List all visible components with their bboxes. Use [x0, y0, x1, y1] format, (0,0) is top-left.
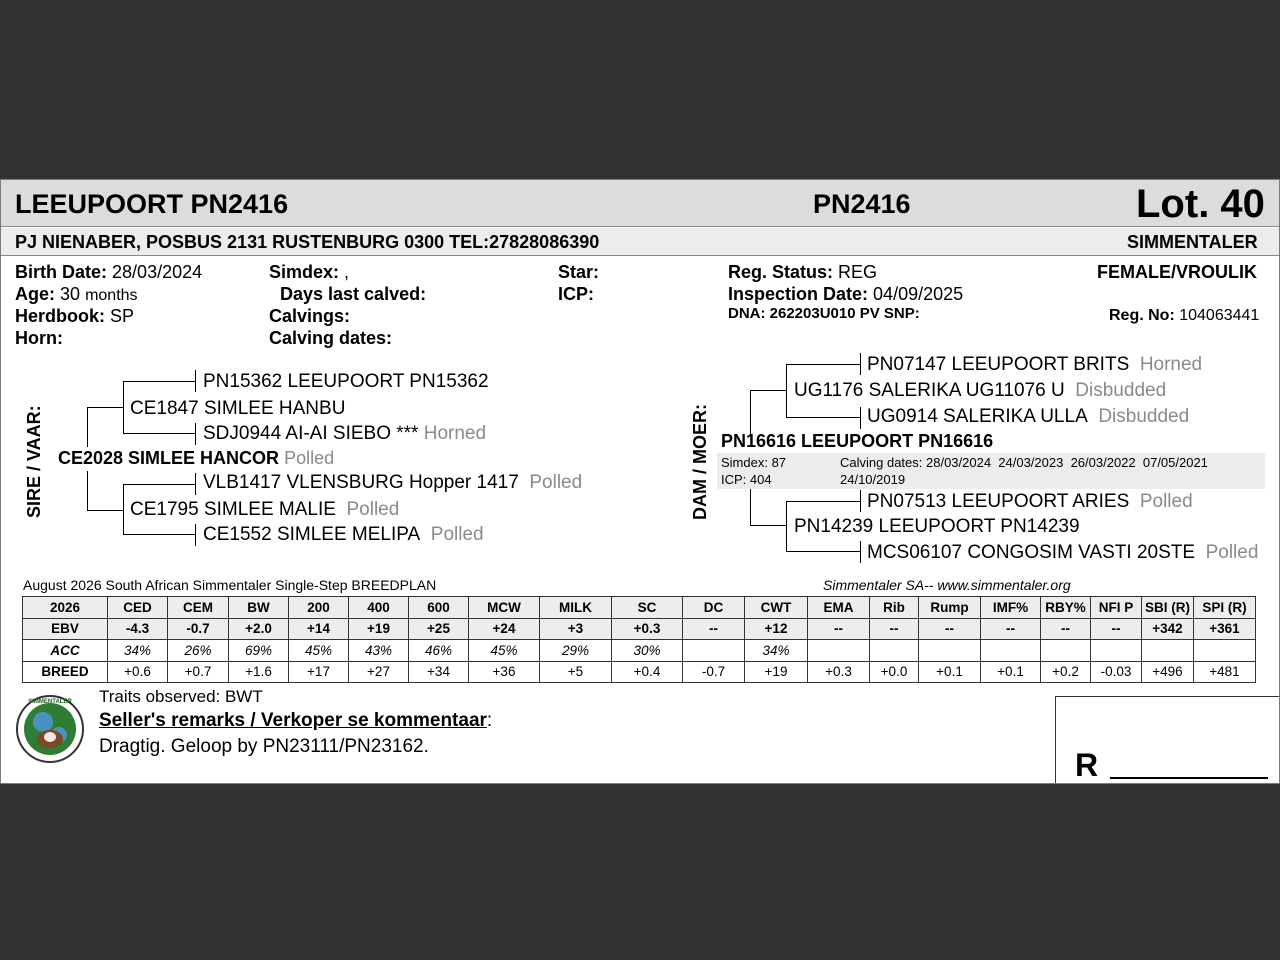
- breedplan-cell: [981, 640, 1041, 662]
- breedplan-cell: 45%: [469, 640, 540, 662]
- dam-simdex: Simdex: 87: [721, 455, 787, 470]
- herdbook: Herdbook: SP: [15, 306, 135, 326]
- inspection-date: Inspection Date: 04/09/2025: [728, 284, 964, 304]
- sex: FEMALE/VROULIK: [1097, 262, 1257, 282]
- breedplan-cell: 600: [409, 597, 469, 619]
- breedplan-cell: SPI (R): [1194, 597, 1256, 619]
- breedplan-cell: +481: [1194, 661, 1256, 683]
- dna-info: DNA: 262203U010 PV SNP:: [728, 305, 920, 322]
- breedplan-cell: 43%: [349, 640, 409, 662]
- owner-info: PJ NIENABER, POSBUS 2131 RUSTENBURG 0300 TEL:27828086390: [15, 232, 600, 252]
- breedplan-cell: --: [981, 618, 1041, 640]
- breedplan-cell: Rump: [919, 597, 981, 619]
- breedplan-cell: MCW: [469, 597, 540, 619]
- breedplan-cell: 2026: [23, 597, 108, 619]
- star-label: Star:: [558, 262, 600, 282]
- breedplan-cell: +1.6: [229, 661, 289, 683]
- dam-line-upper: [750, 390, 786, 434]
- breedplan-cell: +17: [289, 661, 349, 683]
- breedplan-cell: RBY%: [1041, 597, 1091, 619]
- breedplan-cell: +0.2: [1041, 661, 1091, 683]
- price-box: [1055, 696, 1280, 784]
- reg-number: Reg. No: 104063441: [1109, 307, 1260, 324]
- breedplan-cell: DC: [683, 597, 745, 619]
- simmentaler-logo: [13, 691, 87, 763]
- breedplan-cell: --: [1091, 618, 1142, 640]
- breedplan-cell: +0.3: [612, 618, 683, 640]
- animal-name: LEEUPOORT PN2416: [15, 189, 289, 219]
- breedplan-cell: 34%: [745, 640, 808, 662]
- sellers-remarks-heading: Seller's remarks / Verkoper se kommentaar:: [99, 710, 493, 731]
- breedplan-cell: IMF%: [981, 597, 1041, 619]
- ssd-tick: [195, 423, 196, 445]
- breedplan-cell: --: [1041, 618, 1091, 640]
- lot-card: [0, 179, 1280, 784]
- breedplan-cell: 34%: [108, 640, 168, 662]
- title-bar: [1, 180, 1280, 227]
- breedplan-cell: +36: [469, 661, 540, 683]
- sire-sire-sire: PN15362 LEEUPOORT PN15362: [203, 371, 489, 392]
- calving-dates-label: Calving dates:: [269, 328, 393, 348]
- breedplan-cell: NFI P: [1091, 597, 1142, 619]
- breedplan-cell: +0.3: [808, 661, 870, 683]
- breedplan-cell: [808, 640, 870, 662]
- owner-bar: [1, 228, 1280, 256]
- breedplan-header-row: [23, 597, 1256, 619]
- dam-dam: PN14239 LEEUPOORT PN14239: [794, 516, 1080, 537]
- dam-side-label: DAM / MOER:: [690, 404, 710, 520]
- breedplan-cell: CEM: [168, 597, 229, 619]
- reg-status: Reg. Status: REG: [728, 262, 878, 282]
- breedplan-cell: +19: [349, 618, 409, 640]
- breedplan-cell: 46%: [409, 640, 469, 662]
- breedplan-cell: +0.1: [919, 661, 981, 683]
- sss-tick: [195, 370, 196, 392]
- breedplan-cell: -4.3: [108, 618, 168, 640]
- breedplan-cell: 26%: [168, 640, 229, 662]
- breedplan-cell: [1194, 640, 1256, 662]
- dam-dam-dam: MCS06107 CONGOSIM VASTI 20STE Polled: [867, 542, 1259, 563]
- animal-id: PN2416: [813, 189, 911, 219]
- breedplan-cell: +34: [409, 661, 469, 683]
- sire-dam-sire: VLB1417 VLENSBURG Hopper 1417 Polled: [203, 472, 583, 493]
- sire-sire-dam: SDJ0944 AI-AI SIEBO *** Horned: [203, 423, 487, 444]
- age: Age: 30 months: [15, 284, 138, 304]
- breedplan-table: [22, 596, 1256, 683]
- breedplan-cell: +24: [469, 618, 540, 640]
- sds-tick: [195, 473, 196, 495]
- icp-label: ICP:: [558, 284, 594, 304]
- calvings-label: Calvings:: [269, 306, 351, 326]
- breedplan-cell: -0.03: [1091, 661, 1142, 683]
- breedplan-cell: [683, 640, 745, 662]
- breedplan-cell: 200: [289, 597, 349, 619]
- dam-sire: UG1176 SALERIKA UG11076 U Disbudded: [794, 380, 1167, 401]
- dam-sire-sire: PN07147 LEEUPOORT BRITS Horned: [867, 354, 1203, 375]
- days-last-calved-label: Days last calved:: [280, 284, 427, 304]
- breedplan-cell: CWT: [745, 597, 808, 619]
- breedplan-cell: BREED: [23, 661, 108, 683]
- ddd-tick: [860, 541, 861, 563]
- breedplan-cell: ACC: [23, 640, 108, 662]
- sire: CE2028 SIMLEE HANCOR Polled: [58, 448, 335, 468]
- breedplan-cell: SC: [612, 597, 683, 619]
- breedplan-cell: 30%: [612, 640, 683, 662]
- breedplan-cell: SBI (R): [1142, 597, 1194, 619]
- dsd-tick: [860, 407, 861, 429]
- breedplan-cell: Rib: [870, 597, 919, 619]
- dam-sire-dam: UG0914 SALERIKA ULLA Disbudded: [867, 406, 1190, 427]
- horn-label: Horn:: [15, 328, 63, 348]
- svg-text:SIMMENTALER: SIMMENTALER: [28, 699, 72, 705]
- birth-date: Birth Date: 28/03/2024: [15, 262, 203, 282]
- dam-info-box: [717, 453, 1265, 489]
- breedplan-cell: +342: [1142, 618, 1194, 640]
- breedplan-cell: [1091, 640, 1142, 662]
- breedplan-cell: +27: [349, 661, 409, 683]
- breedplan-ebv-row: [23, 618, 1256, 640]
- breedplan-cell: BW: [229, 597, 289, 619]
- breedplan-acc-row: [23, 640, 1256, 662]
- sellers-remarks: Dragtig. Geloop by PN23111/PN23162.: [99, 736, 429, 757]
- sire-dam-dam: CE1552 SIMLEE MELIPA Polled: [203, 524, 484, 545]
- sire-line-lower: [87, 471, 123, 511]
- breedplan-cell: [870, 640, 919, 662]
- breedplan-title: August 2026 South African Simmentaler Single-Step BREEDPLAN: [23, 577, 437, 593]
- sire-sire: CE1847 SIMLEE HANBU: [130, 398, 346, 419]
- traits-observed: Traits observed: BWT: [99, 687, 263, 706]
- simdex: Simdex: ,: [269, 262, 350, 282]
- breedplan-cell: +3: [540, 618, 612, 640]
- dam: PN16616 LEEUPOORT PN16616: [721, 431, 994, 451]
- breedplan-cell: +0.4: [612, 661, 683, 683]
- breedplan-cell: +0.6: [108, 661, 168, 683]
- breedplan-cell: 400: [349, 597, 409, 619]
- breedplan-cell: -0.7: [683, 661, 745, 683]
- breedplan-cell: +25: [409, 618, 469, 640]
- breedplan-cell: +0.7: [168, 661, 229, 683]
- price-line: [1110, 777, 1268, 779]
- breedplan-cell: +14: [289, 618, 349, 640]
- breedplan-breed-row: [23, 661, 1256, 683]
- sdd-tick: [195, 524, 196, 546]
- dam-line-lower: [750, 488, 786, 526]
- breedplan-cell: -0.7: [168, 618, 229, 640]
- breedplan-cell: [1142, 640, 1194, 662]
- breedplan-cell: 29%: [540, 640, 612, 662]
- breedplan-cell: EMA: [808, 597, 870, 619]
- breedplan-cell: --: [870, 618, 919, 640]
- breedplan-cell: +0.1: [981, 661, 1041, 683]
- sire-line-upper: [87, 407, 123, 447]
- breedplan-cell: --: [683, 618, 745, 640]
- dds-tick: [860, 490, 861, 512]
- breedplan-cell: [1041, 640, 1091, 662]
- breedplan-cell: --: [808, 618, 870, 640]
- breedplan-cell: +12: [745, 618, 808, 640]
- breedplan-cell: [919, 640, 981, 662]
- dss-tick: [860, 353, 861, 375]
- breed-name: SIMMENTALER: [1127, 232, 1258, 252]
- sire-side-label: SIRE / VAAR:: [24, 405, 44, 518]
- breedplan-cell: +496: [1142, 661, 1194, 683]
- dam-dam-sire: PN07513 LEEUPOORT ARIES Polled: [867, 491, 1193, 512]
- breedplan-cell: +0.0: [870, 661, 919, 683]
- dam-calving-dates: Calving dates: 28/03/2024 24/03/2023 26/03/2022 07/05/2021: [840, 455, 1208, 470]
- lot-number: Lot. 40: [1136, 182, 1265, 226]
- breedplan-cell: +361: [1194, 618, 1256, 640]
- breedplan-source: Simmentaler SA-- www.simmentaler.org: [823, 577, 1071, 593]
- sire-dam: CE1795 SIMLEE MALIE Polled: [130, 499, 400, 520]
- breedplan-cell: MILK: [540, 597, 612, 619]
- currency-label: R: [1075, 747, 1099, 783]
- breedplan-cell: 45%: [289, 640, 349, 662]
- breedplan-cell: 69%: [229, 640, 289, 662]
- breedplan-cell: CED: [108, 597, 168, 619]
- dam-icp: ICP: 404: [721, 472, 772, 487]
- breedplan-cell: EBV: [23, 618, 108, 640]
- breedplan-cell: +2.0: [229, 618, 289, 640]
- breedplan-cell: +19: [745, 661, 808, 683]
- dam-calving-dates-2: 24/10/2019: [840, 472, 906, 487]
- breedplan-cell: +5: [540, 661, 612, 683]
- breedplan-cell: --: [919, 618, 981, 640]
